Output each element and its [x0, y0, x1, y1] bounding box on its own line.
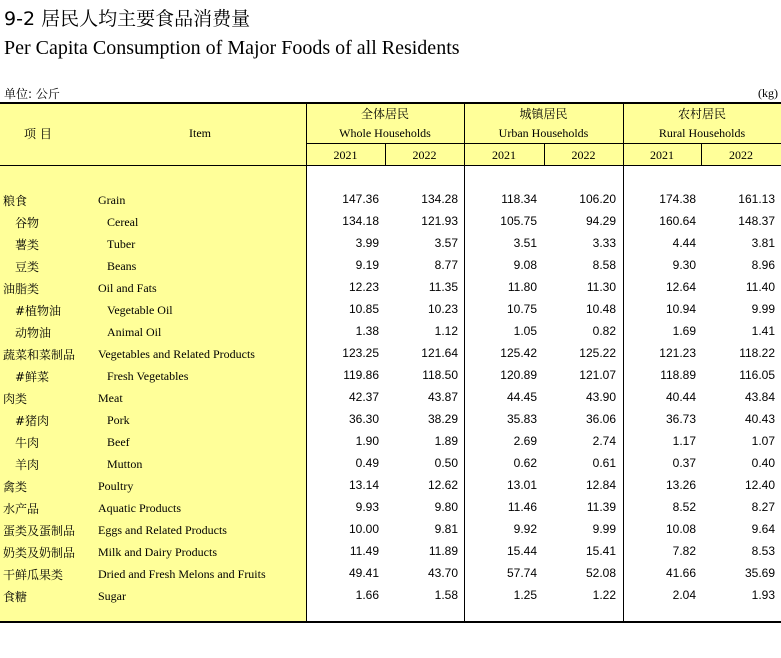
- row-label-en: Beans: [107, 259, 137, 273]
- value-cell: 1.25: [513, 588, 537, 602]
- value-cell: 1.90: [355, 434, 379, 448]
- value-cell: 9.92: [513, 522, 537, 536]
- value-cell: 0.40: [751, 456, 775, 470]
- value-cell: 10.48: [585, 302, 616, 316]
- value-cell: 0.62: [513, 456, 537, 470]
- value-cell: 57.74: [506, 566, 537, 580]
- value-cell: 120.89: [500, 368, 537, 382]
- value-cell: 10.75: [506, 302, 537, 316]
- header-group-en: Rural Households: [658, 126, 746, 140]
- value-cell: 7.82: [672, 544, 696, 558]
- value-cell: 35.69: [744, 566, 775, 580]
- row-label-en: Tuber: [107, 237, 136, 251]
- header-bottom-rule: [0, 165, 781, 166]
- value-cell: 1.22: [592, 588, 616, 602]
- value-cell: 121.23: [659, 346, 696, 360]
- value-cell: 125.22: [579, 346, 616, 360]
- value-cell: 160.64: [659, 214, 696, 228]
- value-cell: 3.57: [434, 236, 458, 250]
- header-year: 2022: [412, 148, 437, 162]
- value-cell: 38.29: [427, 412, 458, 426]
- row-label-en: Eggs and Related Products: [98, 523, 227, 537]
- value-cell: 9.99: [751, 302, 775, 316]
- value-cell: 12.64: [665, 280, 696, 294]
- row-label-en: Vegetables and Related Products: [98, 347, 255, 361]
- value-cell: 1.07: [751, 434, 775, 448]
- value-cell: 11.89: [428, 544, 458, 558]
- value-cell: 0.82: [592, 324, 616, 338]
- value-cell: 12.84: [585, 478, 616, 492]
- value-cell: 1.12: [434, 324, 458, 338]
- value-cell: 3.81: [751, 236, 775, 250]
- value-cell: 0.37: [672, 456, 696, 470]
- item-column-divider: [306, 103, 307, 622]
- header-group-cn: 城镇居民: [519, 107, 568, 121]
- header-group-cn: 农村居民: [677, 107, 726, 121]
- value-cell: 123.25: [342, 346, 379, 360]
- value-cell: 11.35: [428, 280, 458, 294]
- value-cell: 10.85: [348, 302, 379, 316]
- row-label-cn: 豆类: [15, 260, 40, 274]
- value-cell: 4.44: [672, 236, 696, 250]
- value-cell: 105.75: [500, 214, 537, 228]
- value-cell: 2.74: [592, 434, 616, 448]
- table-bottom-rule: [0, 621, 781, 623]
- row-label-cn: 奶类及奶制品: [3, 546, 76, 560]
- value-cell: 1.17: [672, 434, 696, 448]
- value-cell: 9.81: [434, 522, 458, 536]
- value-cell: 1.69: [672, 324, 696, 338]
- value-cell: 43.90: [585, 390, 616, 404]
- value-cell: 134.28: [421, 192, 458, 206]
- row-label-cn: #猪肉: [15, 414, 50, 428]
- row-label-cn: #植物油: [15, 304, 62, 318]
- value-cell: 15.44: [506, 544, 537, 558]
- row-label-en: Fresh Vegetables: [107, 369, 189, 383]
- value-cell: 8.77: [434, 258, 458, 272]
- table-top-rule: [0, 102, 781, 104]
- value-cell: 49.41: [348, 566, 379, 580]
- value-cell: 8.53: [751, 544, 775, 558]
- value-cell: 13.26: [665, 478, 696, 492]
- value-cell: 106.20: [579, 192, 616, 206]
- value-cell: 9.80: [434, 500, 458, 514]
- value-cell: 12.23: [348, 280, 379, 294]
- row-label-cn: 动物油: [15, 326, 52, 340]
- value-cell: 12.40: [744, 478, 775, 492]
- value-cell: 3.99: [355, 236, 379, 250]
- value-cell: 11.39: [586, 500, 616, 514]
- value-cell: 0.61: [592, 456, 616, 470]
- value-cell: 13.14: [348, 478, 379, 492]
- row-label-en: Oil and Fats: [98, 281, 157, 295]
- value-cell: 119.86: [343, 368, 379, 382]
- header-year: 2022: [729, 148, 753, 162]
- row-label-cn: #鲜菜: [15, 370, 50, 384]
- value-cell: 0.49: [355, 456, 379, 470]
- value-cell: 0.50: [434, 456, 458, 470]
- value-cell: 9.08: [513, 258, 537, 272]
- header-group-en: Urban Households: [498, 126, 589, 140]
- header-year: 2022: [571, 148, 596, 162]
- value-cell: 3.51: [513, 236, 537, 250]
- row-label-en: Grain: [98, 193, 126, 207]
- value-cell: 44.45: [506, 390, 537, 404]
- value-cell: 1.41: [751, 324, 775, 338]
- row-label-cn: 干鲜瓜果类: [3, 568, 64, 582]
- header-year: 2021: [492, 148, 516, 162]
- row-label-en: Animal Oil: [107, 325, 162, 339]
- row-label-cn: 粮食: [3, 194, 28, 208]
- value-cell: 10.94: [665, 302, 696, 316]
- value-cell: 118.34: [501, 192, 537, 206]
- page-title-cn: 9-2 居民人均主要食品消费量: [4, 8, 251, 30]
- row-label-cn: 禽类: [3, 480, 28, 494]
- row-label-en: Sugar: [98, 589, 126, 603]
- value-cell: 1.05: [513, 324, 537, 338]
- row-label-en: Poultry: [98, 479, 134, 493]
- header-year: 2021: [333, 148, 358, 162]
- value-cell: 36.06: [585, 412, 616, 426]
- value-cell: 8.58: [592, 258, 616, 272]
- group-divider-1: [464, 103, 465, 622]
- value-cell: 9.99: [592, 522, 616, 536]
- row-label-cn: 谷物: [15, 216, 40, 230]
- value-cell: 11.40: [745, 280, 775, 294]
- value-cell: 36.73: [665, 412, 696, 426]
- value-cell: 11.80: [507, 280, 537, 294]
- header-group-en: Whole Households: [339, 126, 431, 140]
- value-cell: 121.64: [421, 346, 458, 360]
- value-cell: 134.18: [342, 214, 379, 228]
- value-cell: 8.52: [672, 500, 696, 514]
- value-cell: 9.64: [751, 522, 775, 536]
- value-cell: 1.93: [751, 588, 775, 602]
- value-cell: 3.33: [592, 236, 616, 250]
- row-label-en: Beef: [107, 435, 130, 449]
- value-cell: 1.89: [434, 434, 458, 448]
- value-cell: 8.27: [751, 500, 775, 514]
- group-divider-2: [623, 103, 624, 622]
- unit-label-cn: 单位: 公斤: [4, 87, 60, 101]
- value-cell: 10.23: [427, 302, 458, 316]
- value-cell: 42.37: [348, 390, 379, 404]
- row-label-en: Aquatic Products: [98, 501, 181, 515]
- row-label-en: Cereal: [107, 215, 139, 229]
- value-cell: 148.37: [738, 214, 775, 228]
- row-label-cn: 蛋类及蛋制品: [3, 524, 76, 538]
- value-cell: 41.66: [665, 566, 696, 580]
- value-cell: 43.70: [427, 566, 458, 580]
- value-cell: 1.38: [355, 324, 379, 338]
- row-label-en: Dried and Fresh Melons and Fruits: [98, 567, 266, 581]
- value-cell: 1.66: [355, 588, 379, 602]
- value-cell: 10.00: [348, 522, 379, 536]
- value-cell: 11.30: [586, 280, 616, 294]
- value-cell: 174.38: [659, 192, 696, 206]
- value-cell: 1.58: [434, 588, 458, 602]
- row-label-en: Milk and Dairy Products: [98, 545, 217, 559]
- row-label-cn: 肉类: [3, 392, 28, 406]
- row-label-cn: 蔬菜和菜制品: [3, 348, 76, 362]
- value-cell: 40.44: [665, 390, 696, 404]
- header-group-cn: 全体居民: [360, 107, 409, 121]
- value-cell: 35.83: [506, 412, 537, 426]
- value-cell: 2.04: [672, 588, 696, 602]
- value-cell: 11.49: [349, 544, 379, 558]
- row-label-en: Pork: [107, 413, 130, 427]
- value-cell: 118.50: [422, 368, 458, 382]
- value-cell: 11.46: [507, 500, 537, 514]
- row-label-cn: 油脂类: [3, 282, 40, 296]
- value-cell: 12.62: [427, 478, 458, 492]
- value-cell: 13.01: [506, 478, 537, 492]
- row-label-en: Vegetable Oil: [107, 303, 173, 317]
- value-cell: 10.08: [665, 522, 696, 536]
- value-cell: 36.30: [348, 412, 379, 426]
- value-cell: 121.07: [579, 368, 616, 382]
- header-item-cn: 项 目: [24, 127, 52, 141]
- value-cell: 116.05: [739, 368, 775, 382]
- value-cell: 40.43: [744, 412, 775, 426]
- header-year: 2021: [650, 148, 674, 162]
- value-cell: 161.13: [738, 192, 775, 206]
- value-cell: 8.96: [751, 258, 775, 272]
- value-cell: 125.42: [500, 346, 537, 360]
- value-cell: 9.93: [355, 500, 379, 514]
- value-cell: 118.22: [739, 346, 775, 360]
- row-label-en: Meat: [98, 391, 123, 405]
- value-cell: 43.87: [427, 390, 458, 404]
- row-label-en: Mutton: [107, 457, 143, 471]
- value-cell: 121.93: [421, 214, 458, 228]
- value-cell: 147.36: [342, 192, 379, 206]
- value-cell: 15.41: [585, 544, 616, 558]
- row-label-cn: 羊肉: [15, 458, 40, 472]
- value-cell: 2.69: [513, 434, 537, 448]
- value-cell: 9.19: [355, 258, 379, 272]
- value-cell: 94.29: [585, 214, 616, 228]
- unit-label-en: (kg): [758, 86, 778, 100]
- value-cell: 43.84: [744, 390, 775, 404]
- value-cell: 52.08: [585, 566, 616, 580]
- value-cell: 9.30: [672, 258, 696, 272]
- row-label-cn: 水产品: [3, 502, 40, 516]
- row-label-cn: 牛肉: [15, 436, 40, 450]
- row-label-cn: 食糖: [3, 590, 28, 604]
- row-label-cn: 薯类: [15, 238, 40, 252]
- value-cell: 118.89: [660, 368, 696, 382]
- header-item-en: Item: [189, 126, 211, 140]
- page-title-en: Per Capita Consumption of Major Foods of all Residents: [4, 37, 460, 59]
